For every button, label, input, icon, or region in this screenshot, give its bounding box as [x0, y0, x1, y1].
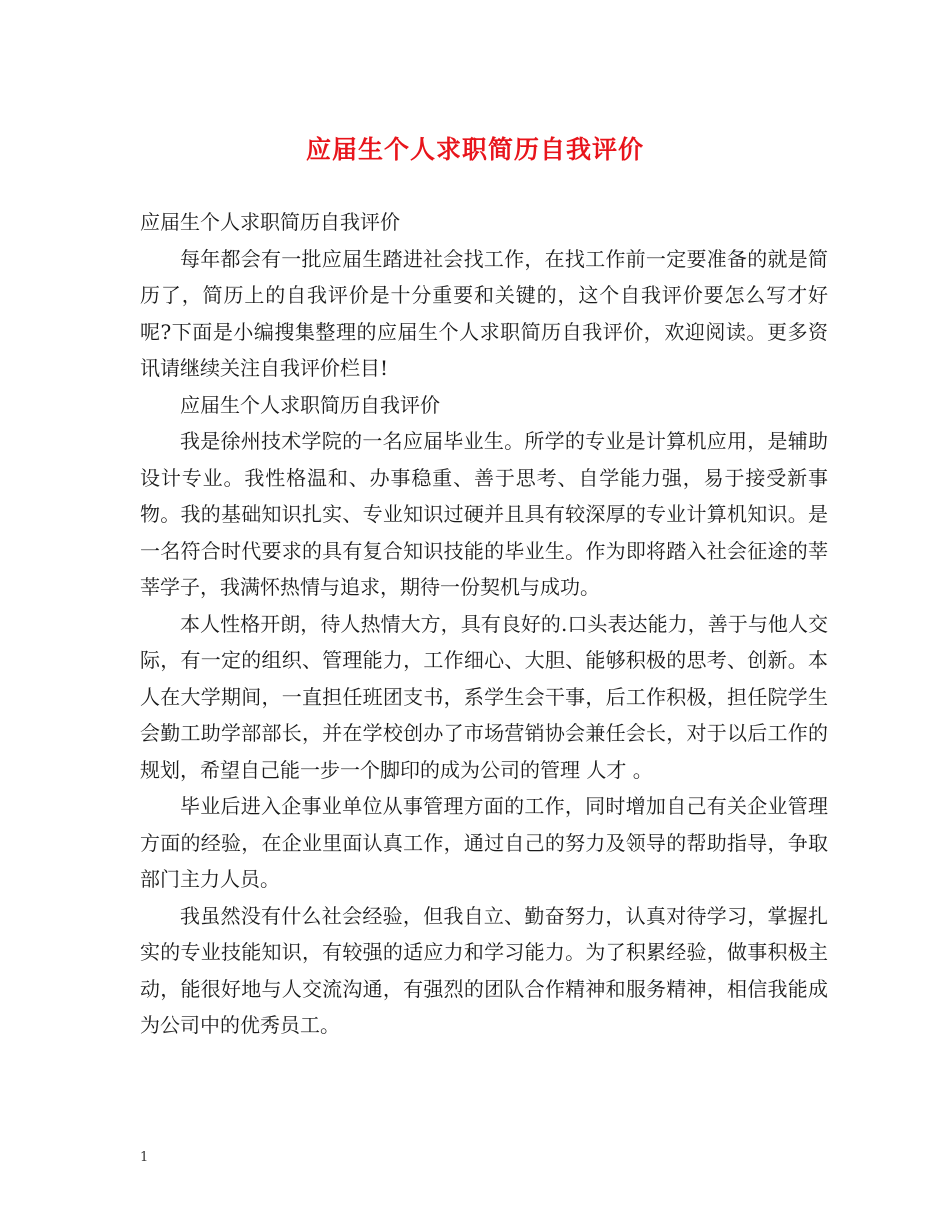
document-body — [140, 204, 828, 1044]
paragraph-subheading: 应届生个人求职简历自我评价 — [180, 392, 440, 417]
paragraph-self-intro: 我是徐州技术学院的一名应届毕业生。所学的专业是计算机应用，是辅助设计专业。我性格温和、办事稳重、善于思考、自学能力强，易于接受新事物。我的基础知识扎实、专业知识过硬并且具有较深厚的专业计算机知识。是一名符合时代要求的具有复合知识技能的毕业生。作为即将踏入社会征途的莘莘学子，我满怀热情与追求，期待一份契机与成功。 — [140, 429, 828, 599]
paragraph-career-plan: 毕业后进入企事业单位从事管理方面的工作，同时增加自己有关企业管理方面的经验，在企业里面认真工作，通过自己的努力及领导的帮助指导，争取部门主力人员。 — [140, 794, 828, 891]
document-title: 应届生个人求职简历自我评价 — [305, 135, 644, 164]
page-number: 1 — [140, 1150, 149, 1165]
paragraph-heading: 应届生个人求职简历自我评价 — [140, 210, 400, 234]
paragraph-personality: 本人性格开朗，待人热情大方，具有良好的.口头表达能力，善于与他人交际，有一定的组织、管理能力，工作细心、大胆、能够积极的思考、创新。本人在大学期间，一直担任班团支书，系学生会干事，后工作积极，担任院学生会勤工助学部部长，并在学校创办了市场营销协会兼任会长，对于以后工作的规划，希望自己能一步一个脚印的成为公司的管理 人才 。 — [140, 611, 828, 782]
paragraph-intro: 每年都会有一批应届生踏进社会找工作，在找工作前一定要准备的就是简历了，简历上的自我评价是十分重要和关键的，这个自我评价要怎么写才好呢?下面是小编搜集整理的应届生个人求职简历自我评价，欢迎阅读。更多资讯请继续关注自我评价栏目! — [140, 246, 828, 380]
paragraph-conclusion: 我虽然没有什么社会经验，但我自立、勤奋努力，认真对待学习，掌握扎实的专业技能知识，有较强的适应力和学习能力。为了积累经验，做事积极主动，能很好地与人交流沟通，有强烈的团队合作精神和服务精神，相信我能成为公司中的优秀员工。 — [140, 903, 828, 1037]
